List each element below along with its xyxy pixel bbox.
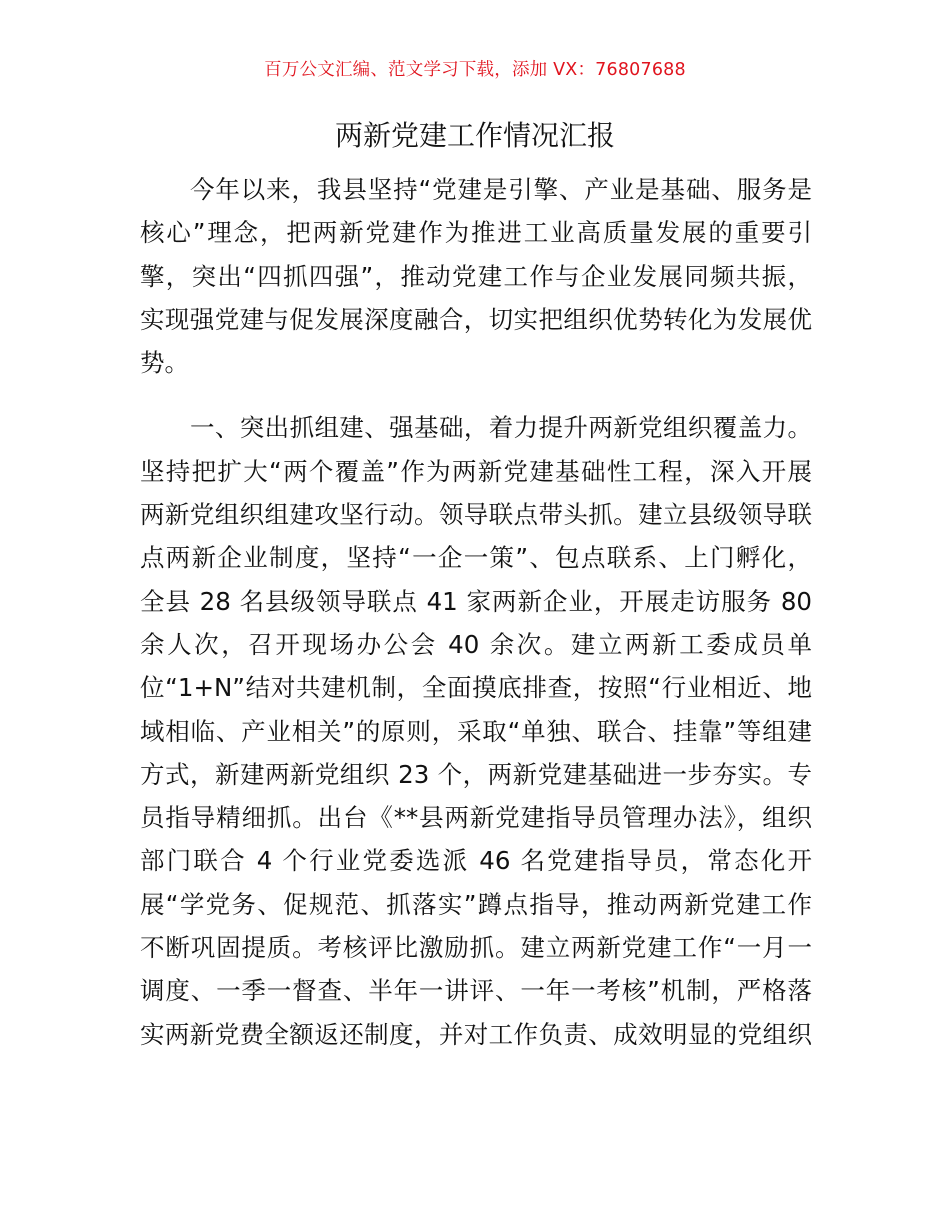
text-line: 擎，突出“四抓四强”，推动党建工作与企业发展同频共振， bbox=[140, 261, 812, 291]
text-line: 两新党组织组建攻坚行动。领导联点带头抓。建立县级领导联 bbox=[140, 500, 812, 530]
paragraph-section-one bbox=[140, 406, 812, 1055]
text-line: 调度、一季一督查、半年一讲评、一年一考核”机制，严格落 bbox=[140, 976, 812, 1006]
text-line: 今年以来，我县坚持“党建是引擎、产业是基础、服务是 bbox=[190, 175, 812, 204]
text-line: 员指导精细抓。出台《**县两新党建指导员管理办法》，组织 bbox=[140, 803, 812, 833]
text-line: 余人次，召开现场办公会 40 余次。建立两新工委成员单 bbox=[140, 629, 812, 659]
text-line: 点两新企业制度，坚持“一企一策”、包点联系、上门孵化， bbox=[140, 543, 812, 573]
document-title: 两新党建工作情况汇报 bbox=[334, 119, 615, 152]
text-line: 部门联合 4 个行业党委选派 46 名党建指导员，常态化开 bbox=[140, 846, 812, 876]
text-line: 实两新党费全额返还制度，并对工作负责、成效明显的党组织 bbox=[140, 1019, 812, 1049]
document-body bbox=[140, 168, 812, 1056]
text-line: 实现强党建与促发展深度融合，切实把组织优势转化为发展优 bbox=[140, 304, 812, 334]
paragraph-intro bbox=[140, 168, 812, 384]
text-line: 域相临、产业相关”的原则，采取“单独、联合、挂靠”等组建 bbox=[140, 716, 812, 746]
watermark-banner: 百万公文汇编、范文学习下载，添加 VX：76807688 bbox=[264, 60, 686, 80]
text-line: 展“学党务、促规范、抓落实”蹲点指导，推动两新党建工作 bbox=[140, 889, 812, 919]
text-line: 核心”理念，把两新党建作为推进工业高质量发展的重要引 bbox=[140, 218, 812, 248]
text-line: 势。 bbox=[140, 348, 189, 378]
text-line: 坚持把扩大“两个覆盖”作为两新党建基础性工程，深入开展 bbox=[140, 456, 812, 486]
section-heading-line: 一、突出抓组建、强基础，着力提升两新党组织覆盖力。 bbox=[190, 413, 812, 443]
text-line: 全县 28 名县级领导联点 41 家两新企业，开展走访服务 80 bbox=[140, 586, 812, 616]
paragraph-spacer bbox=[140, 384, 812, 406]
text-line: 位“1+N”结对共建机制，全面摸底排查，按照“行业相近、地 bbox=[140, 673, 812, 703]
text-line: 不断巩固提质。考核评比激励抓。建立两新党建工作“一月一 bbox=[140, 933, 812, 963]
text-line: 方式，新建两新党组织 23 个，两新党建基础进一步夯实。专 bbox=[140, 759, 812, 789]
